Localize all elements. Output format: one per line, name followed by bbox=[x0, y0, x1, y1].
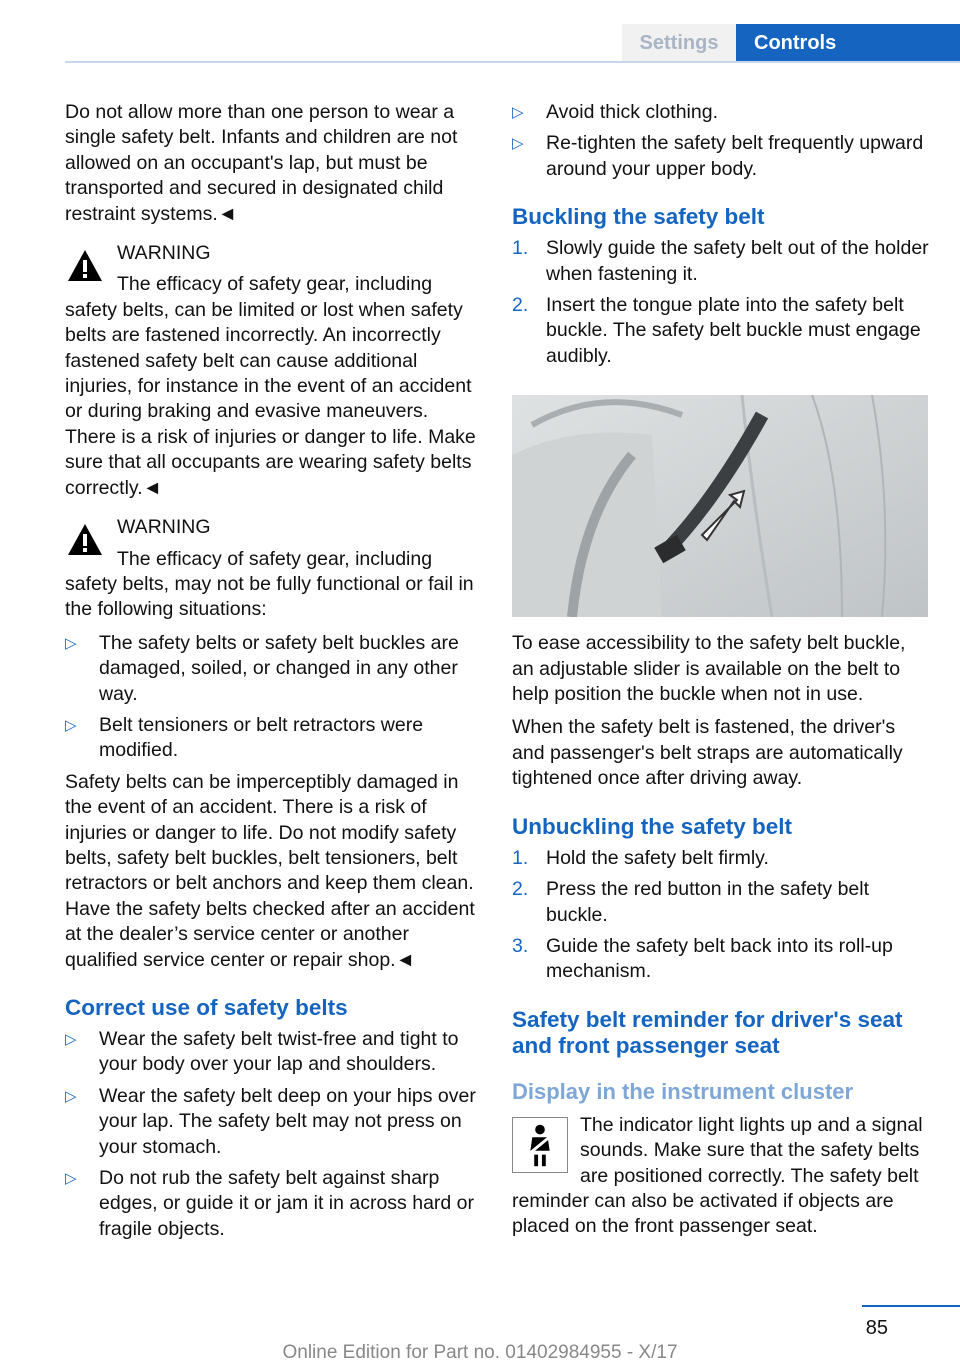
list-item: ▷ Do not rub the safety belt against sharp edges, or guide it or jam it in across hard or fragile objects. bbox=[65, 1167, 475, 1240]
list-item: ▷ Wear the safety belt deep on your hips over your lap. The safety belt may not press on your stomach. bbox=[65, 1084, 476, 1158]
warning-triangle-icon bbox=[65, 247, 105, 285]
correct-use-list bbox=[65, 1027, 477, 1242]
warning-text: The efficacy of safety gear, including safety belts, can be limited or lost when safety belts are fastened incorrectly. An incorrectly fastened safety belt can cause additional injuries, for instance in the event of an accident or during braking and evasive maneuvers. There is a risk of injuries or danger to life. Make sure that all occupants are wearing safety belts correctly.◄ bbox=[65, 273, 476, 499]
section-heading-unbuckling: Unbuckling the safety belt bbox=[512, 813, 793, 839]
buckling-steps bbox=[512, 236, 930, 369]
list-item: 2. Press the red button in the safety belt buckle. bbox=[512, 878, 870, 926]
section-heading-reminder: Safety belt reminder for driver's seat and front passenger seat bbox=[512, 1006, 903, 1058]
tighten-paragraph: When the safety belt is fastened, the driver's and passenger's belt straps are automatically tightened once after driving away. bbox=[512, 716, 903, 790]
header-rule bbox=[65, 61, 960, 63]
intro-paragraph: Do not allow more than one person to wear a single safety belt. Infants and children are not allowed on an occupant's lap, but must be transported and secured in designated child restraint systems.◄ bbox=[65, 101, 458, 225]
triangle-bullet-icon: ▷ bbox=[65, 1087, 77, 1105]
triangle-bullet-icon: ▷ bbox=[65, 1170, 77, 1188]
warning-triangle-icon bbox=[65, 521, 105, 559]
tab-settings[interactable]: Settings bbox=[622, 24, 736, 62]
warning-block-2 bbox=[65, 515, 477, 623]
list-item: 3. Guide the safety belt back into its roll-up mechanism. bbox=[512, 934, 893, 983]
triangle-bullet-icon: ▷ bbox=[512, 135, 524, 153]
damage-paragraph: Safety belts can be imperceptibly damaged in the event of an accident. There is a risk of injuries or danger to life. Do not modify safety belts, safety belt buckles, belt tensioners, belt retractors or belt anchors and keep them clean. Have the safety belts checked after an accident at the dealer’s service center or another qualified service center or repair shop.◄ bbox=[65, 770, 475, 971]
list-item: ▷ The safety belts or safety belt buckles are damaged, soiled, or changed in any other way. bbox=[65, 631, 459, 705]
warning-title: WARNING bbox=[117, 516, 211, 539]
list-item: 1. Hold the safety belt firmly. bbox=[512, 846, 769, 869]
triangle-bullet-icon: ▷ bbox=[65, 634, 77, 652]
triangle-bullet-icon: ▷ bbox=[65, 716, 77, 734]
unbuckling-steps bbox=[512, 846, 930, 985]
indicator-text: The indicator light lights up and a signal sounds. Make sure that the safety belts are positioned correctly. The safety belt reminder can also be activated if objects are placed on the front passenger seat. bbox=[512, 1113, 923, 1238]
warning-title: WARNING bbox=[117, 242, 211, 265]
list-item: ▷ Wear the safety belt twist-free and tight to your body over your lap and shoulders. bbox=[65, 1028, 459, 1076]
tab-controls[interactable]: Controls bbox=[736, 24, 960, 62]
warning-text: The efficacy of safety gear, including safety belts, may not be fully functional or fail in the following situations: bbox=[65, 547, 474, 621]
list-item: ▷ Belt tensioners or belt retractors were modified. bbox=[65, 713, 424, 762]
seatbelt-indicator-icon bbox=[512, 1117, 568, 1173]
left-column bbox=[65, 100, 477, 1248]
list-item: ▷ Avoid thick clothing. bbox=[512, 100, 930, 125]
warning-block-1 bbox=[65, 241, 477, 501]
page-number-rule bbox=[862, 1305, 960, 1307]
page-number: 85 bbox=[865, 1317, 888, 1339]
section-heading-buckling: Buckling the safety belt bbox=[512, 204, 765, 230]
triangle-bullet-icon: ▷ bbox=[65, 1031, 77, 1048]
list-item: 1. Slowly guide the safety belt out of the holder when fastening it. bbox=[512, 237, 929, 285]
list-item: ▷ Re-tighten the safety belt frequently upward around your upper body. bbox=[512, 132, 924, 180]
warning-list bbox=[65, 631, 477, 764]
triangle-bullet-icon: ▷ bbox=[512, 104, 524, 121]
right-column bbox=[512, 100, 930, 1240]
section-heading-correct-use: Correct use of safety belts bbox=[65, 995, 348, 1020]
subheading-display: Display in the instrument cluster bbox=[512, 1078, 854, 1104]
seat-belt-buckle-photo bbox=[512, 395, 928, 617]
indicator-block bbox=[512, 1113, 930, 1240]
list-item: 2. Insert the tongue plate into the safety belt buckle. The safety belt buckle must engage audibly. bbox=[512, 294, 921, 367]
edition-footer: Online Edition for Part no. 01402984955 - X/17 bbox=[282, 1342, 678, 1362]
top-list bbox=[512, 100, 930, 182]
slider-paragraph: To ease accessibility to the safety belt buckle, an adjustable slider is available on the belt to help position the buckle when not in use. bbox=[512, 632, 906, 706]
